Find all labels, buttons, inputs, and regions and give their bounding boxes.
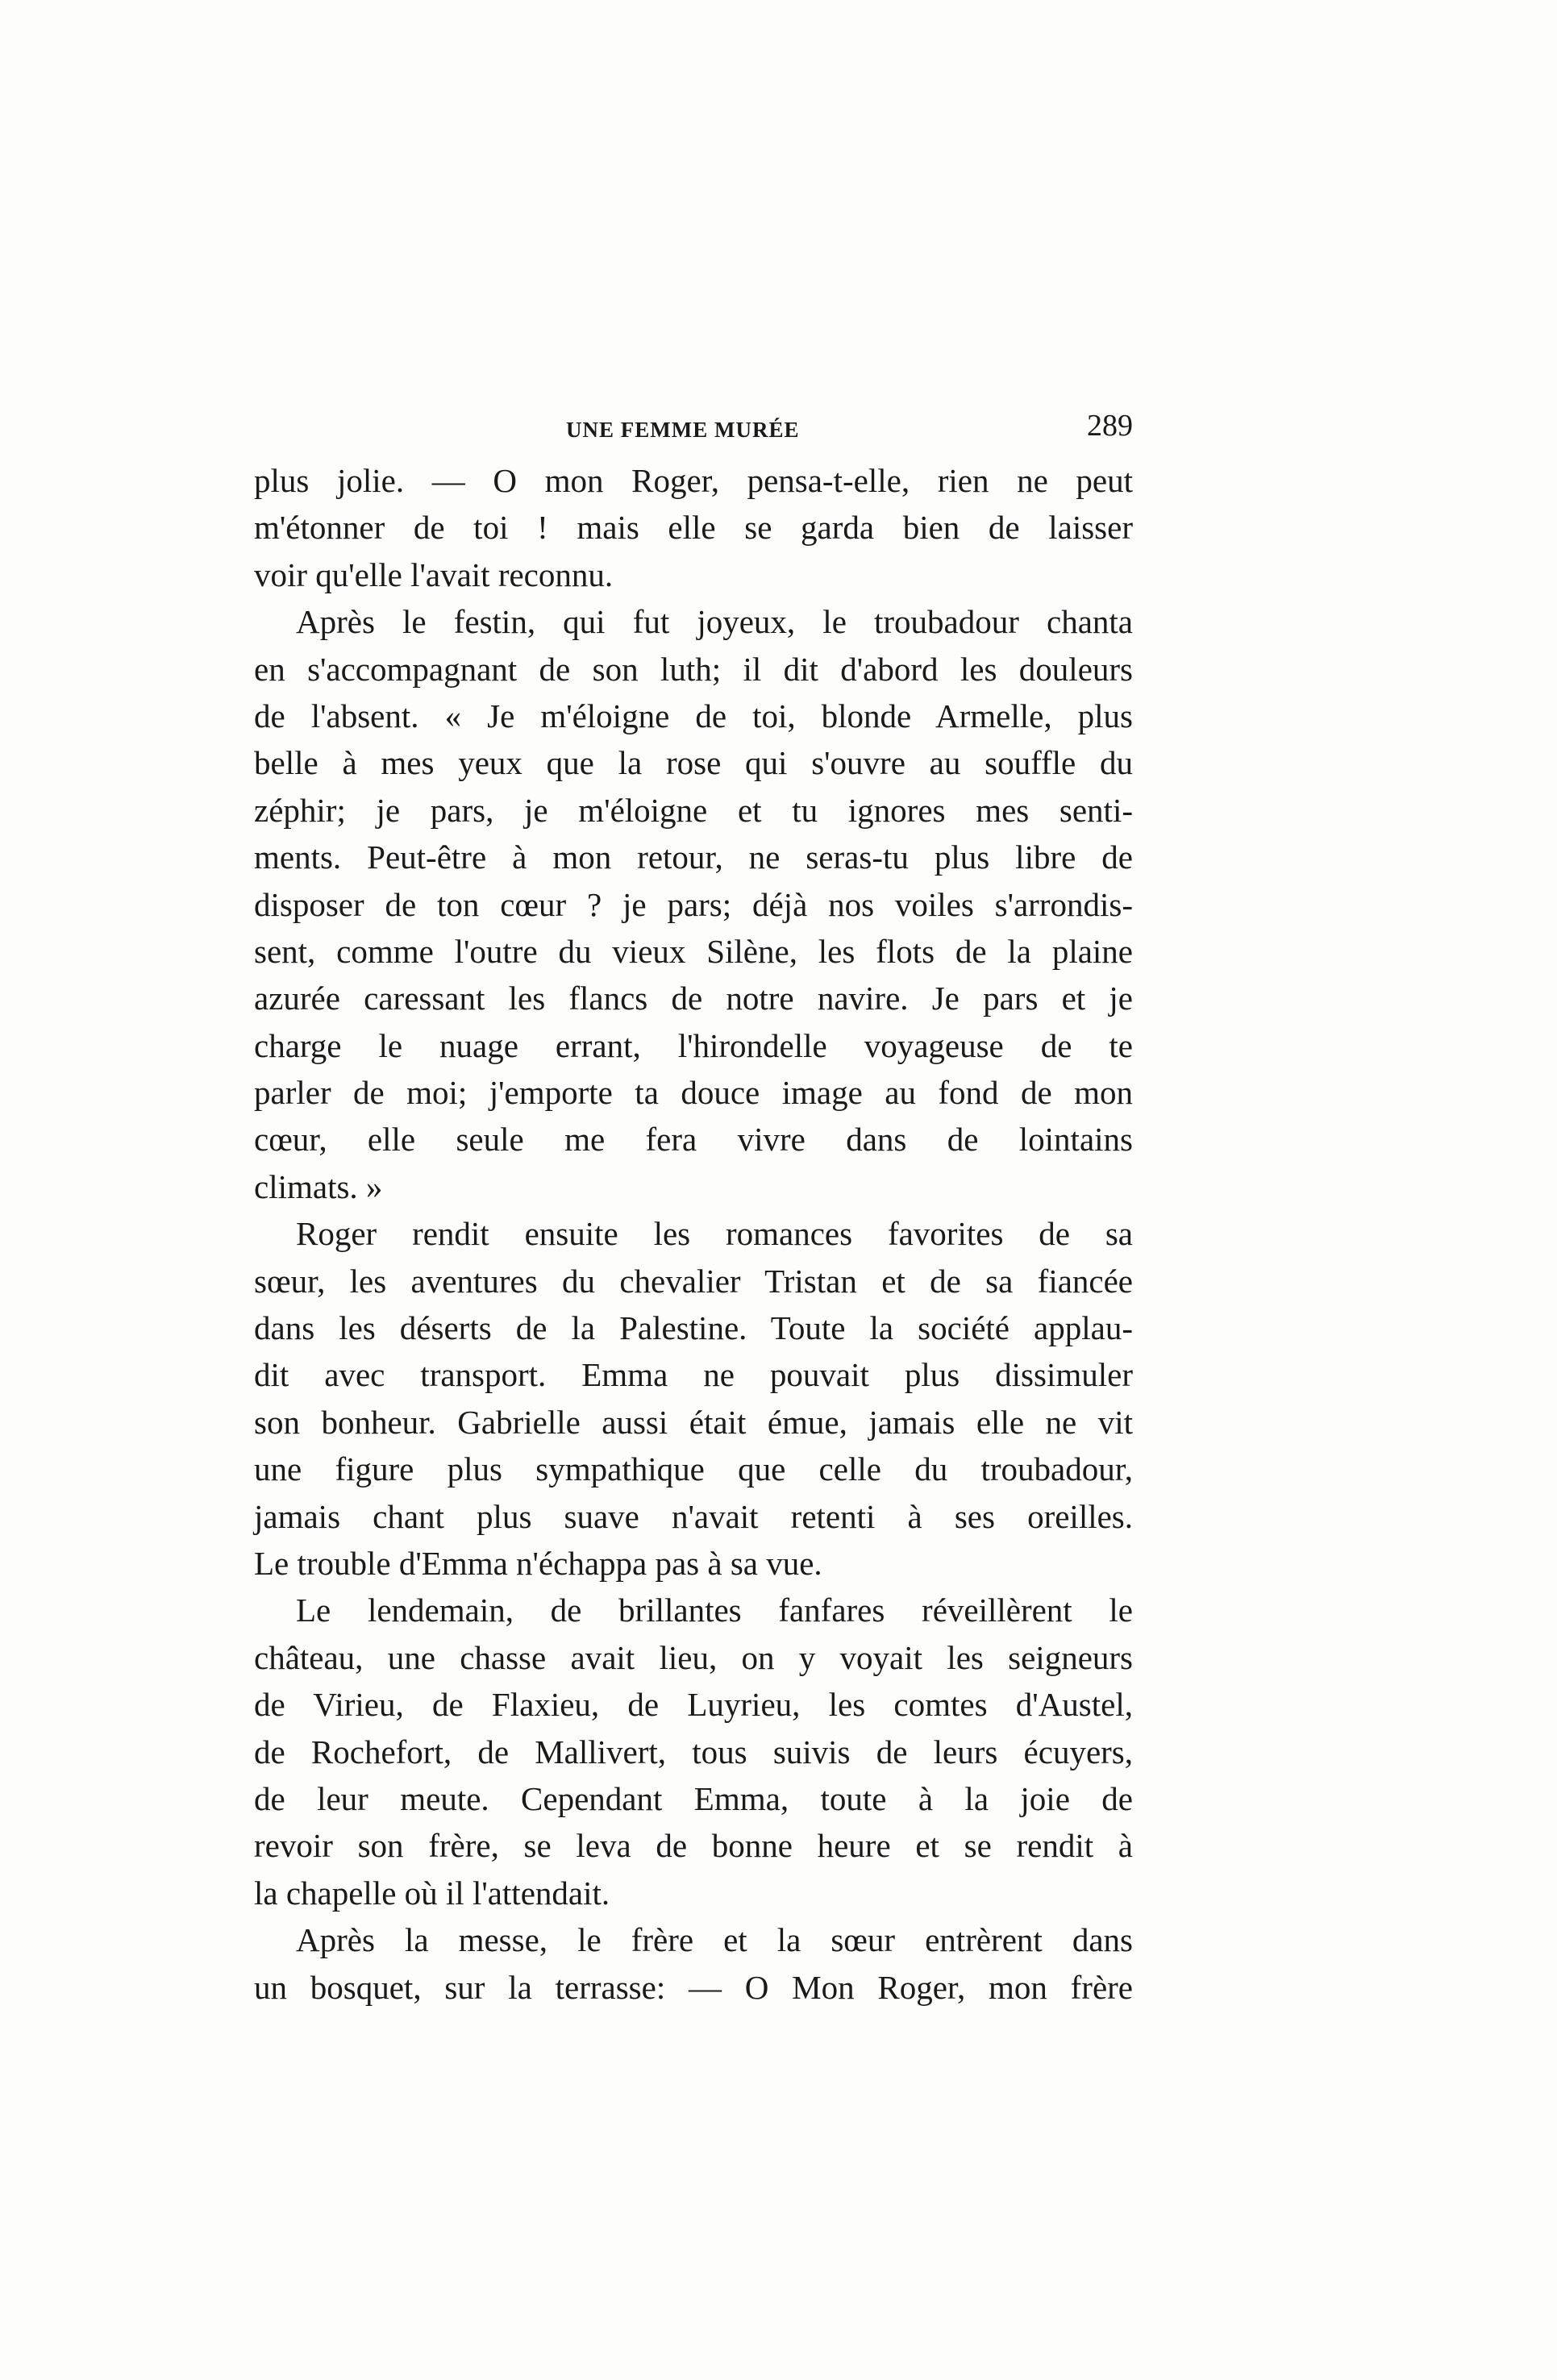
text-line: zéphir; je pars, je m'éloigne et tu ignores mes senti- [254, 791, 1133, 829]
text-line: revoir son frère, se leva de bonne heure et se rendit à [254, 1827, 1133, 1865]
running-title: UNE FEMME MURÉE [566, 418, 800, 442]
running-head [254, 408, 1133, 448]
text-line: parler de moi; j'emporte ta douce image au fond de mon [254, 1074, 1133, 1112]
paragraph-start-line: Après la messe, le frère et la sœur entrèrent dans [296, 1921, 1133, 1959]
text-line: une figure plus sympathique que celle du troubadour, [254, 1450, 1133, 1488]
text-line: sœur, les aventures du chevalier Tristan et de sa fiancée [254, 1262, 1133, 1300]
paragraph-start-line: Après le festin, qui fut joyeux, le troubadour chanta [296, 603, 1133, 641]
text-line: en s'accompagnant de son luth; il dit d'abord les douleurs [254, 650, 1133, 688]
text-line: charge le nuage errant, l'hirondelle voyageuse de te [254, 1026, 1133, 1064]
page-number: 289 [1087, 409, 1133, 443]
text-line: dans les déserts de la Palestine. Toute la société applau- [254, 1309, 1133, 1347]
text-line: jamais chant plus suave n'avait retenti à ses oreilles. [254, 1497, 1133, 1535]
text-line: la chapelle où il l'attendait. [254, 1874, 610, 1912]
text-line: Le trouble d'Emma n'échappa pas à sa vue. [254, 1544, 822, 1582]
text-line: de l'absent. « Je m'éloigne de toi, blonde Armelle, plus [254, 697, 1133, 734]
text-line: m'étonner de toi ! mais elle se garda bien de laisser [254, 509, 1133, 547]
body-text [254, 457, 1133, 2011]
paragraph-start-line: Le lendemain, de brillantes fanfares réveillèrent le [296, 1592, 1133, 1629]
text-line: son bonheur. Gabrielle aussi était émue, jamais elle ne vit [254, 1403, 1133, 1441]
text-line: belle à mes yeux que la rose qui s'ouvre au souffle du [254, 744, 1133, 782]
text-line: cœur, elle seule me fera vivre dans de lointains [254, 1121, 1133, 1159]
text-line: azurée caressant les flancs de notre navire. Je pars et je [254, 980, 1133, 1017]
text-line: dit avec transport. Emma ne pouvait plus dissimuler [254, 1356, 1133, 1394]
text-line: de Virieu, de Flaxieu, de Luyrieu, les comtes d'Austel, [254, 1686, 1133, 1724]
text-line: disposer de ton cœur ? je pars; déjà nos voiles s'arrondis- [254, 885, 1133, 923]
text-line: voir qu'elle l'avait reconnu. [254, 555, 614, 593]
text-line: château, une chasse avait lieu, on y voyait les seigneurs [254, 1638, 1133, 1676]
text-line: climats. » [254, 1167, 383, 1205]
text-line: ments. Peut-être à mon retour, ne seras-tu plus libre de [254, 838, 1133, 876]
text-line: sent, comme l'outre du vieux Silène, les flots de la plaine [254, 932, 1133, 970]
text-line: de Rochefort, de Mallivert, tous suivis de leurs écuyers, [254, 1733, 1133, 1770]
paragraph-start-line: Roger rendit ensuite les romances favorites de sa [296, 1215, 1133, 1253]
text-line: plus jolie. — O mon Roger, pensa-t-elle, rien ne peut [254, 462, 1133, 499]
text-line: de leur meute. Cependant Emma, toute à la joie de [254, 1779, 1133, 1817]
text-line: un bosquet, sur la terrasse: — O Mon Roger, mon frère [254, 1968, 1133, 2006]
